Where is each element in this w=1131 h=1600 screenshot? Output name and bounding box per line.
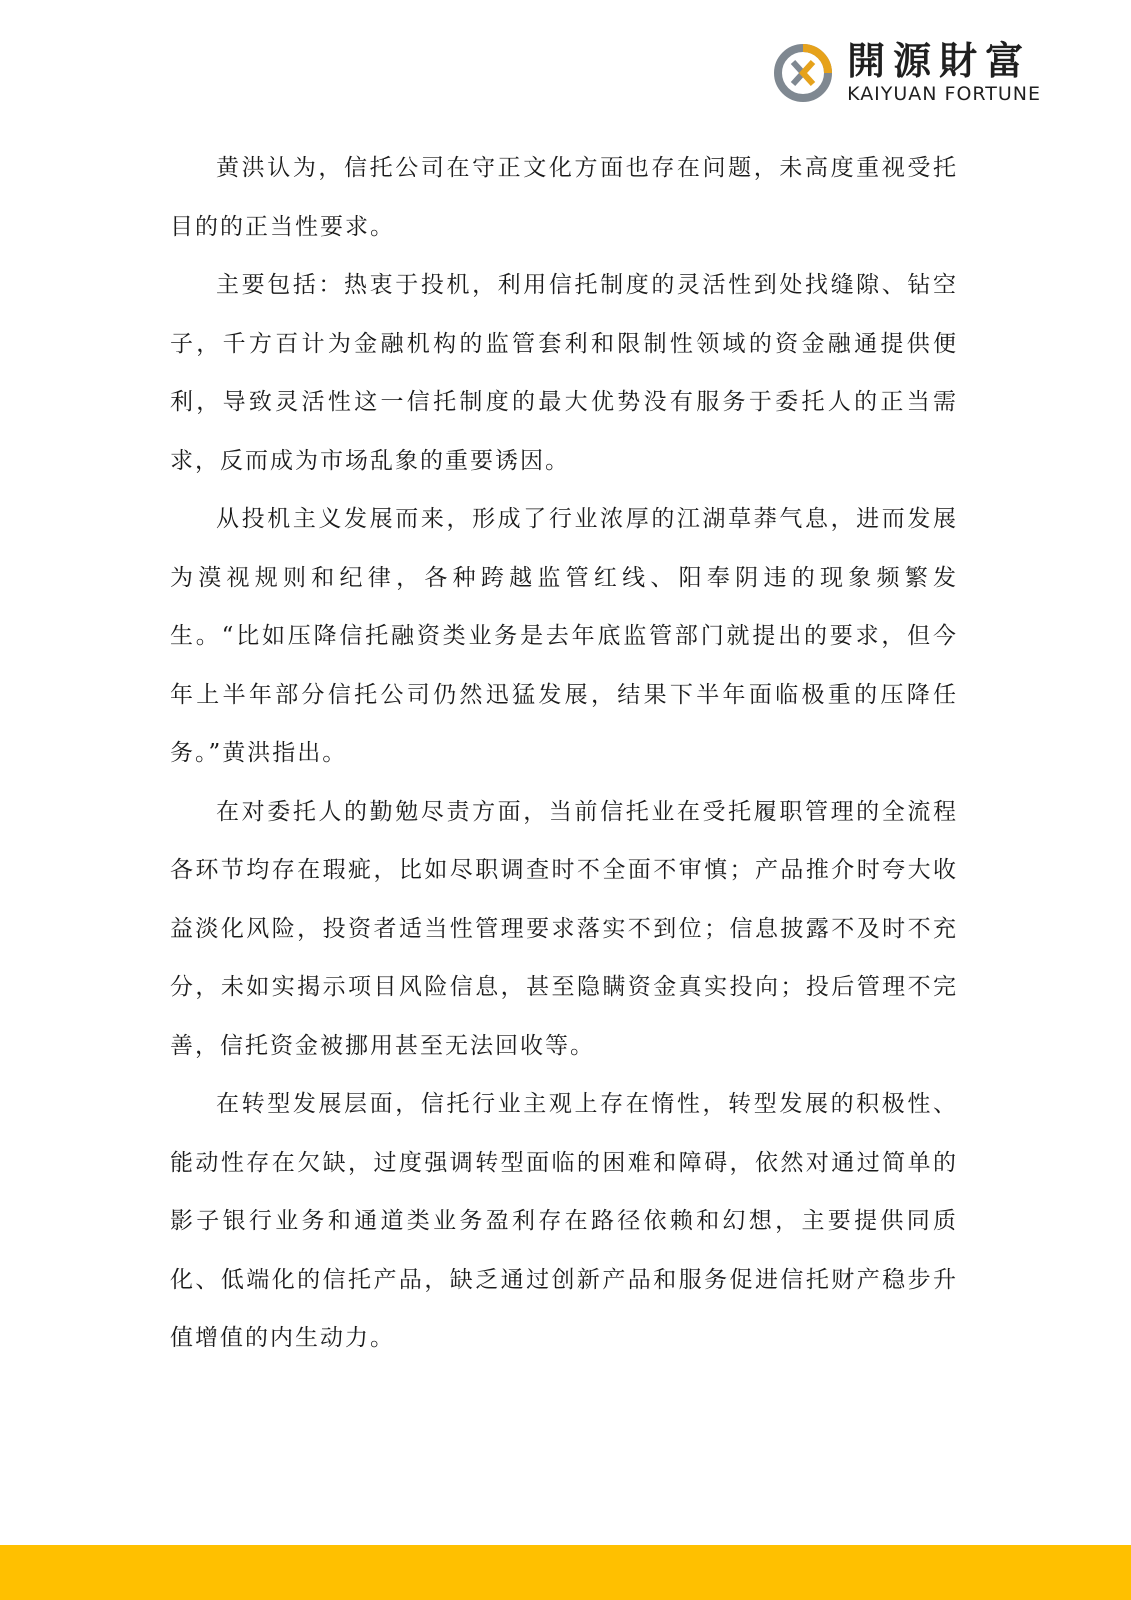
- logo-text: [847, 40, 1041, 106]
- paragraph-2: 主要包括：热衷于投机，利用信托制度的灵活性到处找缝隙、钻空子，千方百计为金融机构的监管套利和限制性领域的资金融通提供便利，导致灵活性这一信托制度的最大优势没有服务于委托人的正当需求，反而成为市场乱象的重要诱因。: [170, 272, 958, 474]
- company-logo: [771, 40, 1041, 106]
- logo-chinese-name: 開源財富: [847, 39, 1032, 83]
- paragraph-3: 从投机主义发展而来，形成了行业浓厚的江湖草莽气息，进而发展为漠视规则和纪律，各种跨越监管红线、阳奉阴违的现象频繁发生。“比如压降信托融资类业务是去年底监管部门就提出的要求，但今年上半年部分信托公司仍然迅猛发展，结果下半年面临极重的压降任务。”黄洪指出。: [170, 506, 958, 766]
- logo-english-name: KAIYUAN FORTUNE: [847, 83, 1041, 105]
- kaiyuan-logo-icon: [771, 41, 835, 105]
- paragraph-5: 在转型发展层面，信托行业主观上存在惰性，转型发展的积极性、能动性存在欠缺，过度强调转型面临的困难和障碍，依然对通过简单的影子银行业务和通道类业务盈利存在路径依赖和幻想，主要提供同质化、低端化的信托产品，缺乏通过创新产品和服务促进信托财产稳步升值增值的内生动力。: [170, 1091, 958, 1351]
- article-body: [170, 139, 958, 1368]
- paragraph-1: 黄洪认为，信托公司在守正文化方面也存在问题，未高度重视受托目的的正当性要求。: [170, 155, 958, 240]
- paragraph-4: 在对委托人的勤勉尽责方面，当前信托业在受托履职管理的全流程各环节均存在瑕疵，比如尽职调查时不全面不审慎；产品推介时夸大收益淡化风险，投资者适当性管理要求落实不到位；信息披露不及时不充分，未如实揭示项目风险信息，甚至隐瞒资金真实投向；投后管理不完善，信托资金被挪用甚至无法回收等。: [170, 798, 958, 1059]
- footer-bar: [0, 1545, 1131, 1600]
